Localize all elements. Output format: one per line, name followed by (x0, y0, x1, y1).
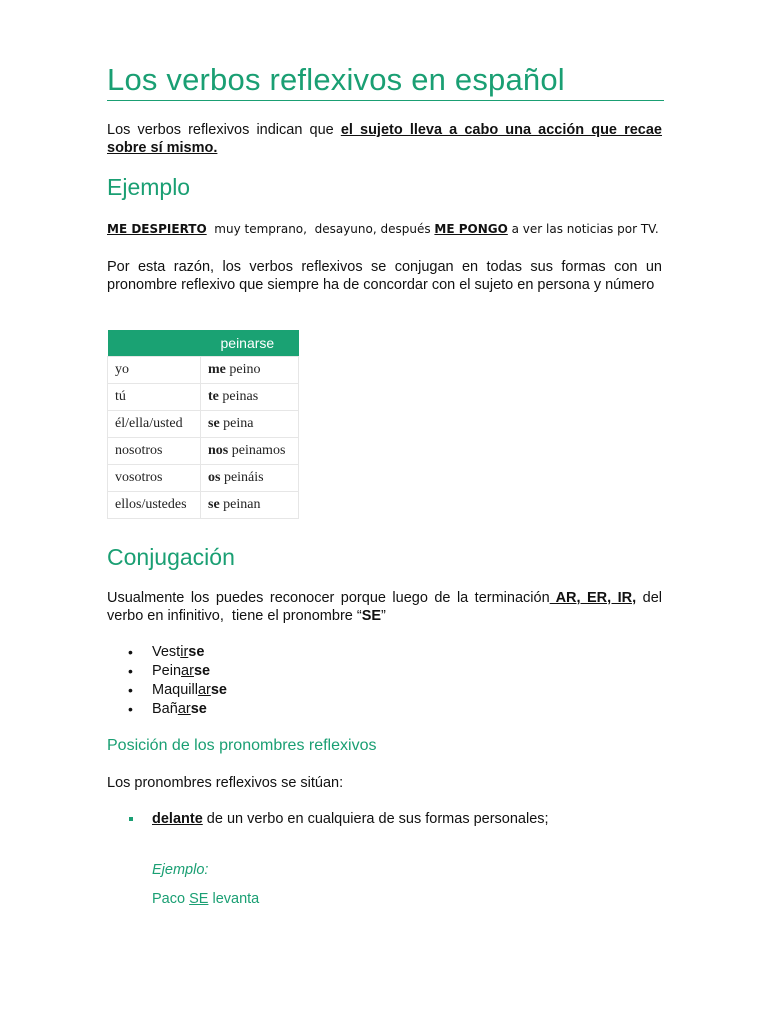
pronoun-cell: nosotros (108, 438, 201, 465)
intro-prefix: Los verbos reflexivos indican que (107, 122, 341, 138)
posicion-keyword: delante (152, 811, 203, 827)
posicion-heading: Posición de los pronombres reflexivos (107, 737, 377, 754)
pronoun-cell: ellos/ustedes (108, 492, 201, 519)
example-verb-1: ME DESPIERTO (107, 222, 207, 236)
verb-stem: Pein (152, 663, 182, 679)
form-cell (201, 438, 299, 465)
verb-ending: ir (180, 644, 189, 660)
table-row (108, 411, 299, 438)
table-header-verb: peinarse (201, 330, 299, 357)
list-item (107, 700, 227, 719)
verb-stem: Maquill (152, 682, 198, 698)
reflexive-verbs-list (107, 643, 227, 719)
example-sentence (107, 221, 667, 237)
verb-se: se (190, 701, 207, 717)
square-bullet-icon (129, 817, 133, 821)
document-title: Los verbos reflexivos en español (107, 62, 565, 97)
reflexive-pronoun: te (208, 389, 219, 404)
list-item (107, 662, 227, 681)
example-verb-2: ME PONGO (434, 222, 508, 236)
ejemplo-label: Ejemplo: (152, 862, 209, 878)
table-header-empty (108, 330, 201, 357)
conjugacion-paragraph (107, 589, 667, 625)
table-header-row (108, 330, 299, 357)
verb-se: se (188, 644, 205, 660)
verb-form: peináis (220, 470, 264, 485)
intro-paragraph (107, 121, 662, 157)
list-item (107, 681, 227, 700)
posicion-rest: de un verbo en cualquiera de sus formas personales; (202, 811, 549, 827)
verb-form: peina (219, 416, 254, 431)
verb-form: peinas (218, 389, 259, 404)
verb-ending: ar (181, 663, 194, 679)
table-row (108, 492, 299, 519)
pronoun-cell: vosotros (108, 465, 201, 492)
verb-form: peino (225, 362, 261, 377)
form-cell (201, 411, 299, 438)
ejemplo-heading: Ejemplo (107, 174, 191, 200)
conj-middle: del verbo en infinitivo, tiene el pronombre “ (107, 590, 667, 624)
posicion-intro: Los pronombres reflexivos se sitúan: (107, 775, 344, 791)
sentence-se: SE (189, 891, 209, 907)
sentence-before: Paco (152, 891, 190, 907)
conj-endings: AR, ER, IR, (549, 590, 637, 606)
verb-ending: ar (197, 682, 211, 698)
form-cell (201, 357, 299, 384)
list-item (107, 643, 227, 662)
example-end: a ver las noticias por TV. (507, 222, 659, 236)
verb-form: peinan (219, 497, 261, 512)
example-middle: muy temprano, desayuno, después (206, 222, 435, 236)
form-cell (201, 465, 299, 492)
reflexive-pronoun: se (208, 497, 220, 512)
conj-se: SE (361, 608, 382, 624)
verb-stem: Bañ (152, 701, 178, 717)
pronoun-cell: tú (108, 384, 201, 411)
title-underline (107, 100, 664, 101)
sentence-after: levanta (208, 891, 260, 907)
reflexive-pronoun: se (208, 416, 220, 431)
conjugation-table (107, 330, 299, 519)
intro-emphasis: el sujeto lleva a cabo una acción que recae sobre sí mismo. (107, 122, 662, 156)
posicion-item-text (152, 810, 549, 828)
conjugacion-heading: Conjugación (107, 544, 235, 570)
reflexive-pronoun: nos (208, 443, 229, 458)
verb-form: peinamos (228, 443, 286, 458)
form-cell (201, 492, 299, 519)
reflexive-pronoun: me (208, 362, 226, 377)
table-row (108, 384, 299, 411)
verb-se: se (210, 682, 227, 698)
reason-paragraph: Por esta razón, los verbos reflexivos se conjugan en todas sus formas con un pronombre reflexivo que siempre ha de concordar con el sujeto en persona y número (107, 259, 662, 293)
verb-ending: ar (177, 701, 191, 717)
pronoun-cell: yo (108, 357, 201, 384)
verb-stem: Vest (152, 644, 181, 660)
table-row (108, 438, 299, 465)
verb-se: se (193, 663, 211, 679)
reflexive-pronoun: os (208, 470, 221, 485)
table-row (108, 357, 299, 384)
table-row (108, 465, 299, 492)
conj-prefix: Usualmente los puedes reconocer porque luego de la terminación (107, 590, 550, 606)
ejemplo-sentence (152, 891, 259, 907)
form-cell (201, 384, 299, 411)
conj-suffix: ” (381, 608, 386, 624)
pronoun-cell: él/ella/usted (108, 411, 201, 438)
